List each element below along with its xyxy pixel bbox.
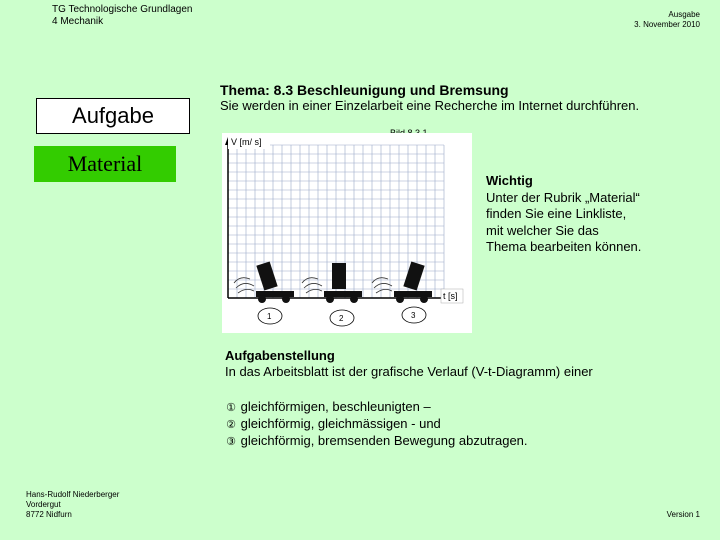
edition-date: 3. November 2010 — [634, 20, 700, 29]
author-info — [26, 490, 119, 520]
important-note — [486, 173, 686, 256]
material-box[interactable]: Material — [34, 146, 176, 182]
list-marker-1: ① — [226, 402, 236, 414]
motion-type-list — [225, 399, 528, 450]
list-item — [225, 399, 528, 416]
header-course-info — [52, 4, 192, 28]
important-title: Wichtig — [486, 173, 533, 188]
author-name: Hans-Rudolf Niederberger — [26, 490, 120, 499]
task-title: Aufgabenstellung — [225, 348, 335, 363]
important-line-4: Thema bearbeiten können. — [486, 239, 642, 254]
vt-diagram — [222, 133, 472, 333]
list-marker-2: ② — [226, 419, 236, 431]
header-edition-info — [634, 10, 700, 30]
y-axis-label: V [m/ s] — [231, 137, 262, 147]
important-line-1: Unter der Rubrik „Material“ — [486, 189, 640, 205]
list-text-3: gleichförmig, bremsenden Bewegung abzutragen. — [240, 433, 528, 448]
author-city: 8772 Nidfurn — [26, 510, 72, 519]
list-item — [225, 416, 528, 433]
author-street: Vordergut — [26, 500, 61, 509]
list-marker-3: ③ — [226, 436, 236, 448]
version-label: Version 1 — [666, 510, 700, 519]
important-line-2: finden Sie eine Linkliste, — [486, 206, 627, 221]
topic-description: Sie werden in einer Einzelarbeit eine Recherche im Internet durchführen. — [220, 98, 640, 113]
topic-title: Thema: 8.3 Beschleunigung und Bremsung — [220, 82, 509, 98]
marker-3-label: 3 — [411, 311, 416, 320]
task-text: In das Arbeitsblatt ist der grafische Verlauf (V-t-Diagramm) einer — [225, 364, 593, 379]
task-statement — [225, 348, 705, 380]
important-line-3: mit welcher Sie das — [486, 222, 599, 238]
course-chapter: 4 Mechanik — [52, 16, 104, 27]
course-title: TG Technologische Grundlagen — [52, 4, 193, 15]
aufgabe-box[interactable]: Aufgabe — [36, 98, 190, 134]
edition-label: Ausgabe — [668, 10, 700, 19]
marker-2-label: 2 — [339, 314, 344, 323]
marker-1-label: 1 — [267, 312, 272, 321]
vt-diagram-svg — [222, 133, 472, 333]
x-axis-label: t [s] — [443, 291, 458, 301]
list-item — [225, 433, 528, 450]
list-text-1: gleichförmigen, beschleunigten – — [240, 399, 431, 414]
list-text-2: gleichförmig, gleichmässigen - und — [240, 416, 441, 431]
